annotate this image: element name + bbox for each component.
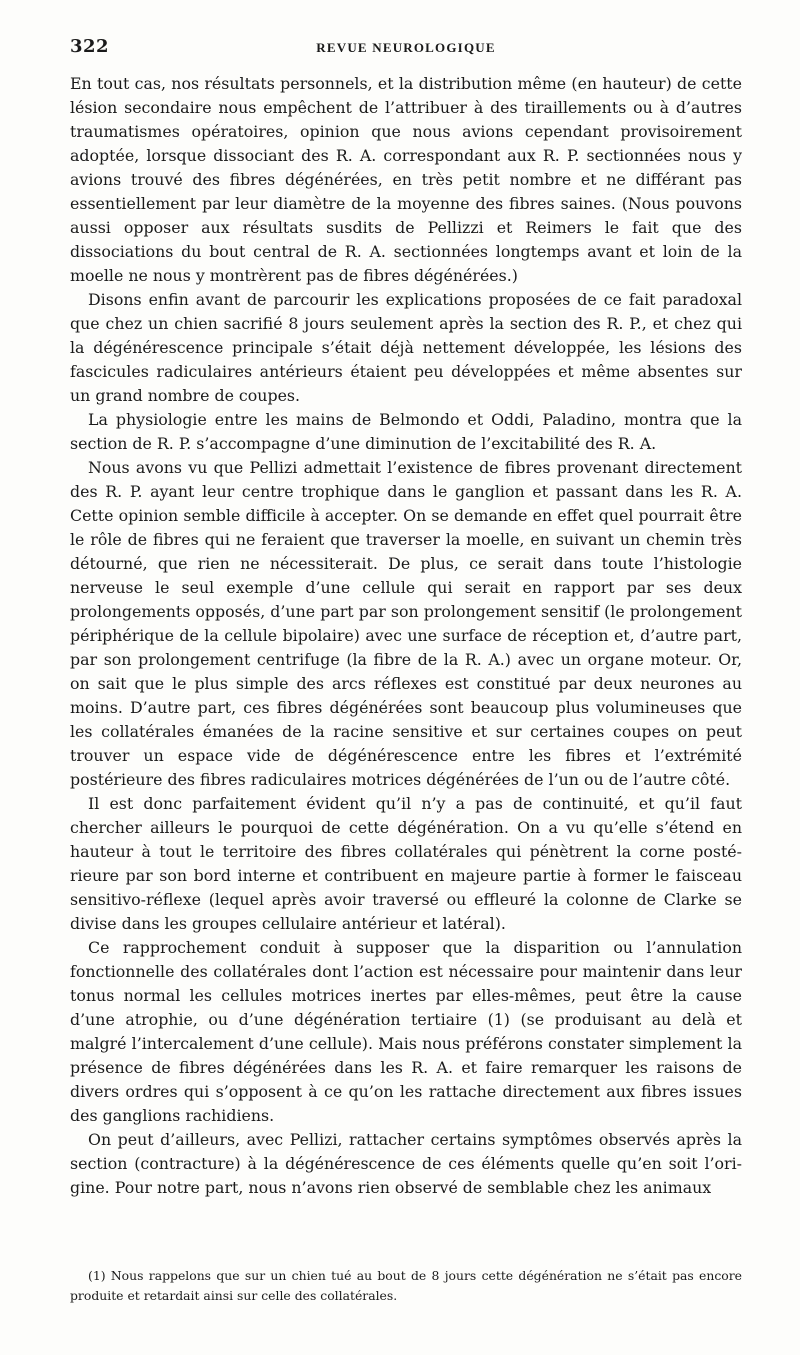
paragraph-4: Nous avons vu que Pellizi admettait l’existence de fibres provenant directement des R. P. ayant leur centre trophique dans le ganglion et passant dans les R. A. Cette opinion semble difficile à accepter. On se demande en effet quel pourrait être le rôle de fibres qui ne feraient que traverser la moelle, en suivant un chemin très détourné, que rien ne nécessiterait. De plus, ce serait dans toute l’histologie nerveuse le seul exemple d’une cellule qui serait en rapport par ses deux prolongements opposés, d’une part par son prolongement sensitif (le prolongement périphérique de la cellule bipolaire) avec une surface de réception et, d’autre part, par son prolongement centrifuge (la fibre de la R. A.) avec un organe moteur. Or, on sait que le plus simple des arcs réflexes est constitué par deux neurones au moins. D’autre part, ces fibres dégénérées sont beaucoup plus volumineuses que les collatérales émanées de la racine sensitive et sur certaines coupes on peut trouver un espace vide de dégénérescence entre les fibres et l’extrémité postérieure des fibres radiculaires motrices dégénérées de l’un ou de l’autre côté. bbox=[70, 458, 742, 789]
article-body bbox=[70, 72, 742, 1200]
footnote bbox=[70, 1266, 742, 1306]
footnote-text: (1) Nous rappelons que sur un chien tué au bout de 8 jours cette dégénération ne s’était pas encore produite et retardait ainsi sur celle des collatérales. bbox=[70, 1268, 742, 1303]
journal-title: REVUE NEUROLOGIQUE bbox=[316, 40, 496, 55]
paragraph-5: Il est donc parfaitement évident qu’il n’y a pas de continuité, et qu’il faut chercher ailleurs le pourquoi de cette dégénération. On a vu qu’elle s’étend en hauteur à tout le territoire des fibres collatérales qui pénètrent la corne postérieure par son bord interne et contribuent en majeure partie à former le faisceau sensitivo-réflexe (lequel après avoir traversé ou effleuré la colonne de Clarke se divise dans les groupes cellulaire antérieur et latéral). bbox=[70, 794, 742, 933]
paragraph-6: Ce rapprochement conduit à supposer que la disparition ou l’annulation fonctionnelle des collatérales dont l’action est nécessaire pour maintenir dans leur tonus normal les cellules motrices inertes par elles-mêmes, peut être la cause d’une atrophie, ou d’une dégénération tertiaire (1) (se produisant au delà et malgré l’intercalement d’une cellule). Mais nous préférons constater simplement la présence de fibres dégénérées dans les R. A. et faire remarquer les raisons de divers ordres qui s’opposent à ce qu’on les rattache directement aux fibres issues des ganglions rachidiens. bbox=[70, 938, 742, 1125]
paragraph-2: Disons enfin avant de parcourir les explications proposées de ce fait paradoxal que chez un chien sacrifié 8 jours seulement après la section des R. P., et chez qui la dégénérescence principale s’était déjà nettement développée, les lésions des fascicules radiculaires antérieurs étaient peu développées et même absentes sur un grand nombre de coupes. bbox=[70, 290, 742, 405]
running-head bbox=[70, 36, 742, 60]
paragraph-3: La physiologie entre les mains de Belmondo et Oddi, Paladino, montra que la section de R. P. s’accompagne d’une diminution de l’excitabilité des R. A. bbox=[70, 410, 742, 453]
page-number: 322 bbox=[70, 36, 110, 57]
paragraph-7: On peut d’ailleurs, avec Pellizi, rattacher certains symptômes observés après la section (contracture) à la dégénérescence de ces éléments quelle qu’en soit l’origine. Pour notre part, nous n’avons rien observé de semblable chez les animaux bbox=[70, 1130, 742, 1197]
paragraph-1: En tout cas, nos résultats personnels, et la distribution même (en hauteur) de cette lésion secondaire nous empêchent de l’attribuer à des tiraillements ou à d’autres traumatismes opératoires, opinion que nous avions cependant provisoirement adoptée, lorsque dissociant des R. A. correspondant aux R. P. sectionnées nous y avions trouvé des fibres dégénérées, en très petit nombre et ne différant pas essentiellement par leur diamètre de la moyenne des fibres saines. (Nous pouvons aussi opposer aux résultats susdits de Pellizzi et Reimers le fait que des dissociations du bout central de R. A. sectionnées longtemps avant et loin de la moelle ne nous y montrèrent pas de fibres dégénérées.) bbox=[70, 74, 742, 285]
